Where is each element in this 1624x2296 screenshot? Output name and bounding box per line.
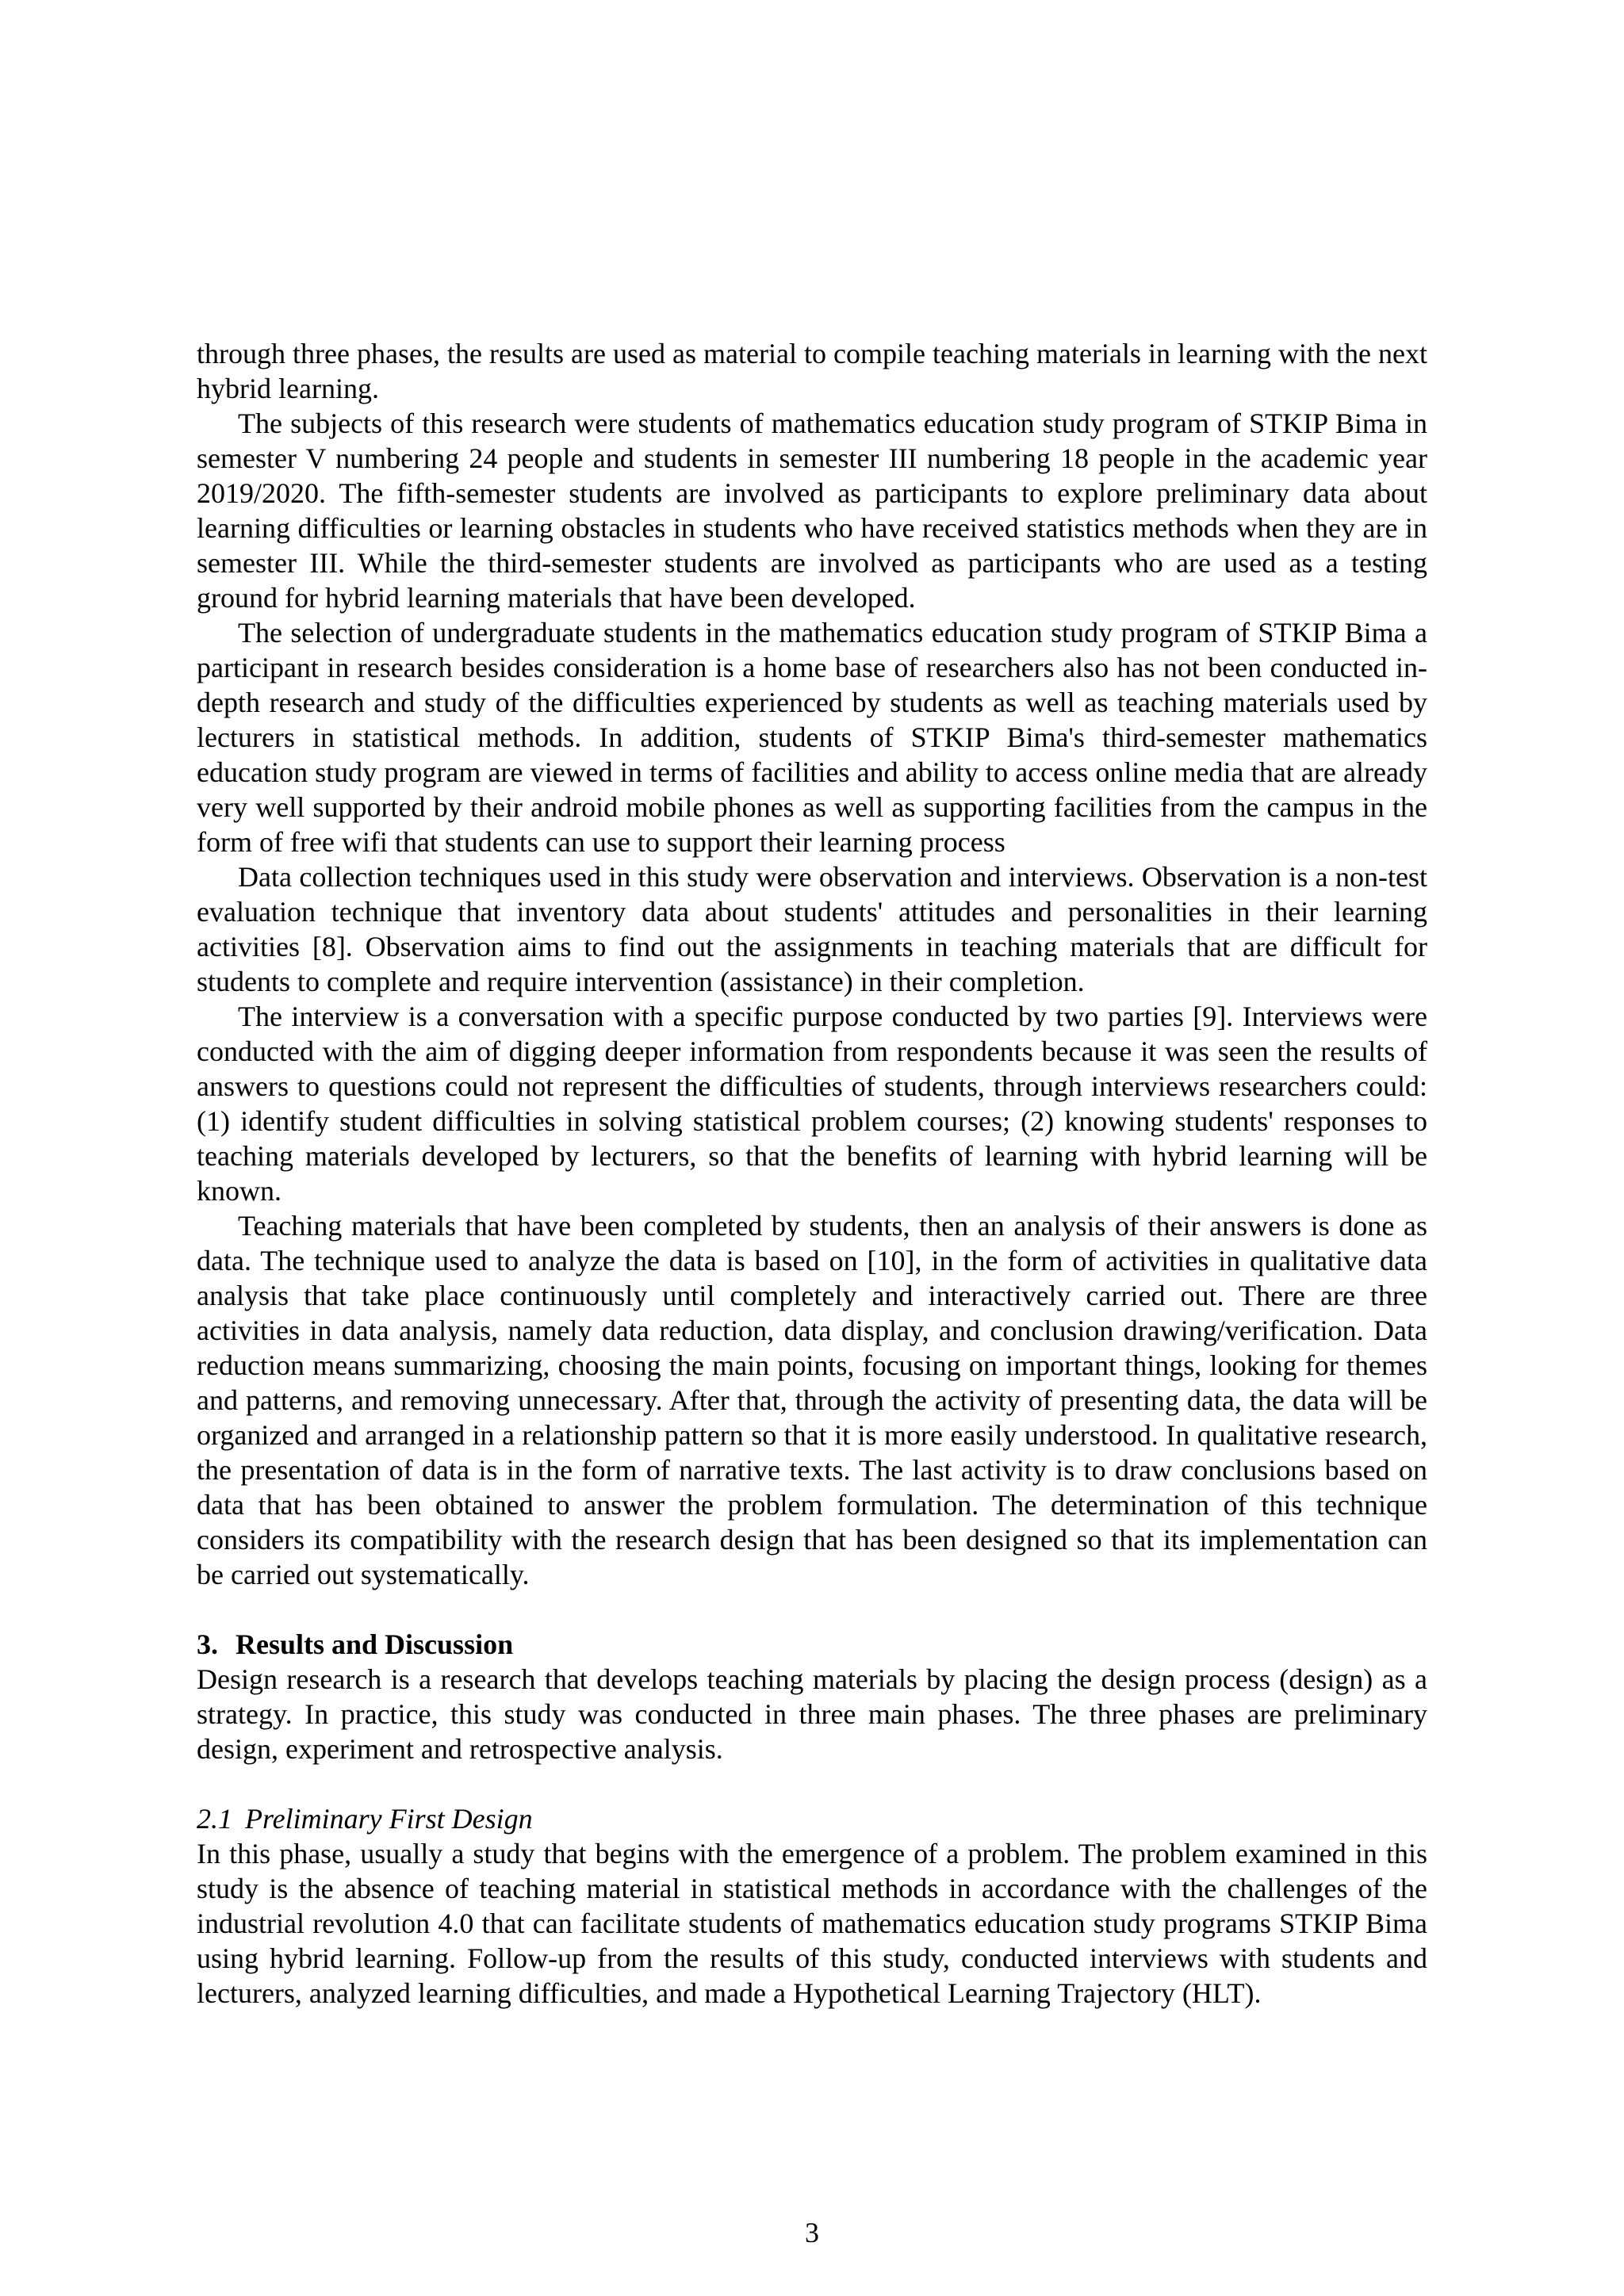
subsection-title: Preliminary First Design (245, 1803, 533, 1835)
paragraph-subjects: The subjects of this research were students of mathematics education study program of STKIP Bima in semester V numbering 24 people and students in semester III numbering 18 people in the academic year 2019/2020. The fifth-semester students are involved as participants to explore preliminary data about learning difficulties or learning obstacles in students who have received statistics methods when they are in semester III. While the third-semester students are involved as participants who are used as a testing ground for hybrid learning materials that have been developed. (197, 408, 1427, 614)
page-content (197, 336, 1427, 2011)
page-footer (0, 2215, 1624, 2250)
section-paragraph: Design research is a research that develops teaching materials by placing the design process (design) as a strategy. In practice, this study was conducted in three main phases. The three phases are preliminary design, experiment and retrospective analysis. (197, 1663, 1427, 1765)
paragraph-analysis: Teaching materials that have been completed by students, then an analysis of their answers is done as data. The technique used to analyze the data is based on [10], in the form of activities in qualitative data analysis that take place continuously until completely and interactively carried out. There are three activities in data analysis, namely data reduction, data display, and conclusion drawing/verification. Data reduction means summarizing, choosing the main points, focusing on important things, looking for themes and patterns, and removing unnecessary. After that, through the activity of presenting data, the data will be organized and arranged in a relationship pattern so that it is more easily understood. In qualitative research, the presentation of data is in the form of narrative texts. The last activity is to draw conclusions based on data that has been obtained to answer the problem formulation. The determination of this technique considers its compatibility with the research design that has been designed so that its implementation can be carried out systematically. (197, 1210, 1427, 1590)
subsection-number: 2.1 (197, 1803, 232, 1835)
paragraph-data-collection: Data collection techniques used in this study were observation and interviews. Observation is a non-test evaluation technique that inventory data about students' attitudes and personalities in their learning activities [8]. Observation aims to find out the assignments in teaching materials that are difficult for students to complete and require intervention (assistance) in their completion. (197, 861, 1427, 997)
paragraph-continuation: through three phases, the results are used as material to compile teaching materials in learning with the next hybrid learning. (197, 338, 1427, 404)
section-title: Results and Discussion (236, 1628, 514, 1660)
paragraph-interview: The interview is a conversation with a specific purpose conducted by two parties [9]. Interviews were conducted with the aim of digging deeper information from respondents because it was seen the results of answers to questions could not represent the difficulties of students, through interviews researchers could: (1) identify student difficulties in solving statistical problem courses; (2) knowing students' responses to teaching materials developed by lecturers, so that the benefits of learning with hybrid learning will be known. (197, 1001, 1427, 1207)
section-number: 3. (197, 1628, 218, 1660)
paragraph-selection: The selection of undergraduate students in the mathematics education study program of STKIP Bima a participant in research besides consideration is a home base of researchers also has not been conducted in-depth research and study of the difficulties experienced by students as well as teaching materials used by lecturers in statistical methods. In addition, students of STKIP Bima's third-semester mathematics education study program are viewed in terms of facilities and ability to access online media that are already very well supported by their android mobile phones as well as supporting facilities from the campus in the form of free wifi that students can use to support their learning process (197, 617, 1427, 858)
section-heading (197, 1627, 1427, 1662)
subsection-paragraph: In this phase, usually a study that begins with the emergence of a problem. The problem examined in this study is the absence of teaching material in statistical methods in accordance with the challenges of the industrial revolution 4.0 that can facilitate students of mathematics education study programs STKIP Bima using hybrid learning. Follow-up from the results of this study, conducted interviews with students and lecturers, analyzed learning difficulties, and made a Hypothetical Learning Trajectory (HLT). (197, 1838, 1427, 2009)
subsection-heading (197, 1801, 1427, 1836)
page-number: 3 (805, 2217, 819, 2248)
